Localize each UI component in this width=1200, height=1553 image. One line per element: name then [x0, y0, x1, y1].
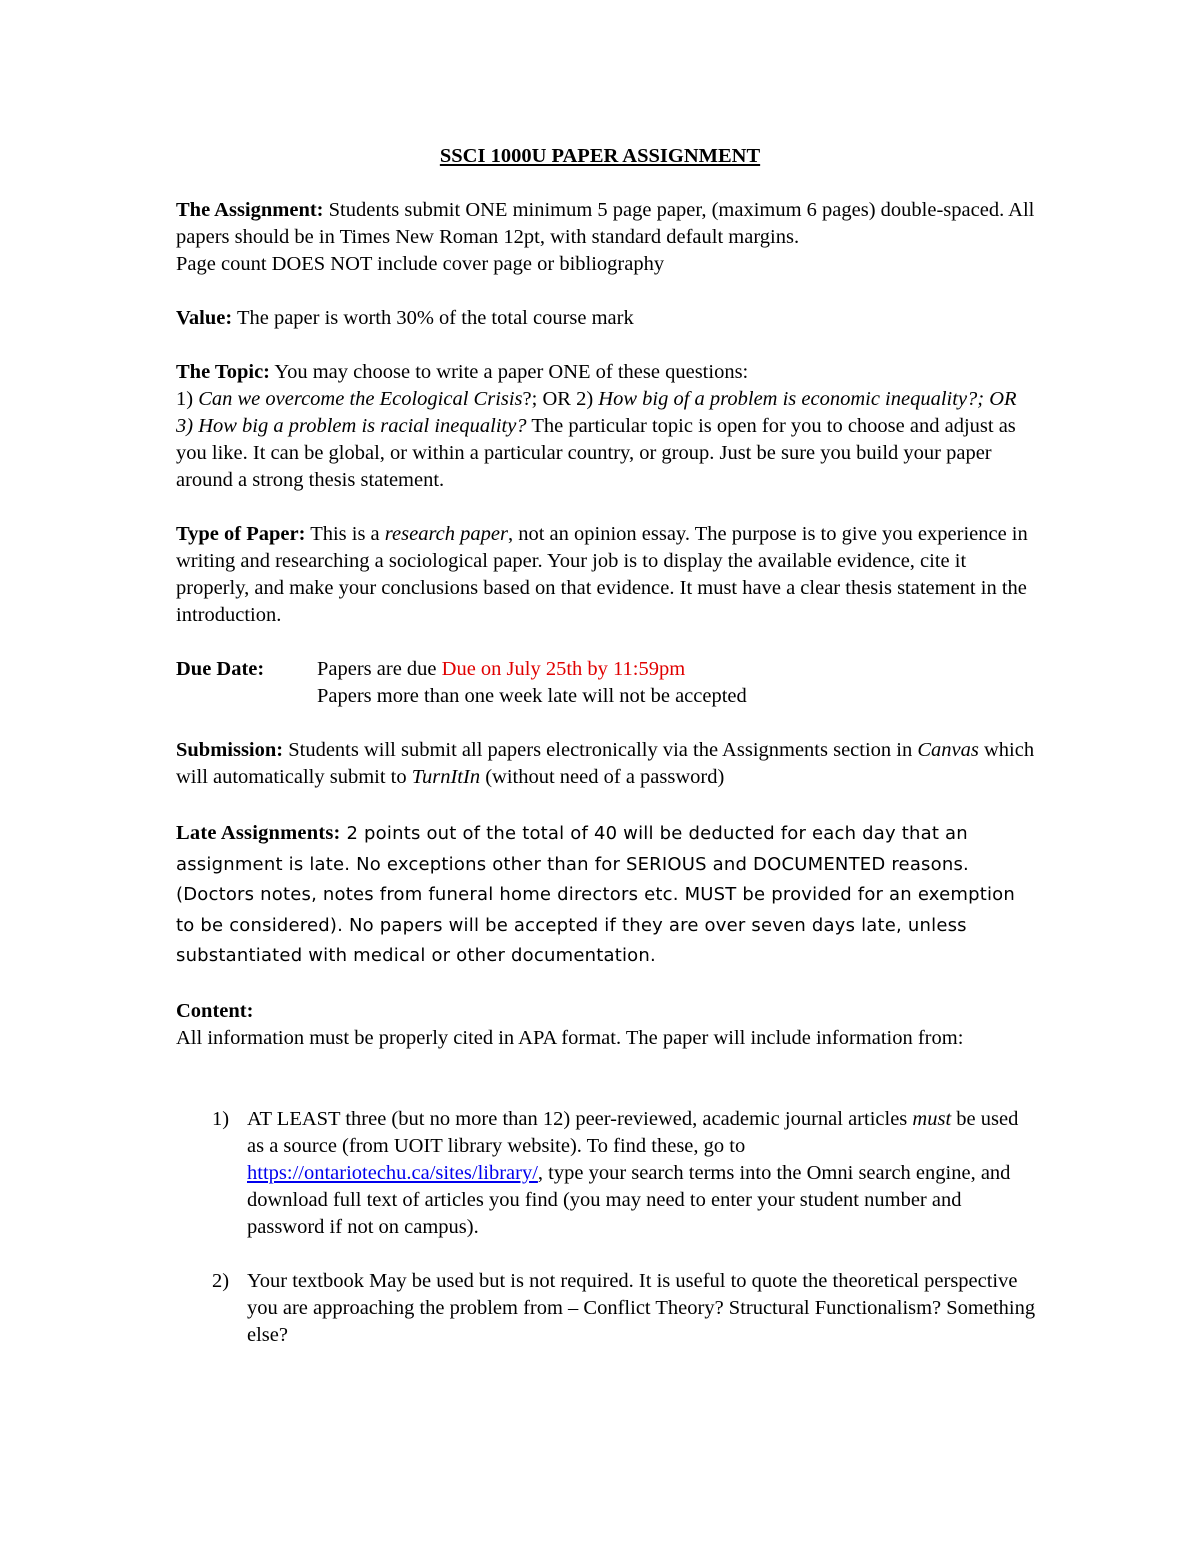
- due-date-highlight: Due on July 25th by 11:59pm: [441, 658, 686, 680]
- late-assignments-paragraph: [176, 818, 1036, 972]
- sources-list: [176, 1106, 1036, 1349]
- assignment-paragraph: [176, 197, 1036, 278]
- submission-text-2: which will automatically submit to: [176, 739, 1035, 788]
- due-date-details: [317, 656, 1036, 710]
- value-text: The paper is worth 30% of the total course mark: [232, 307, 634, 329]
- topic-questions-2-3: How big of a problem is economic inequality?; OR 3) How big a problem is racial inequality?: [176, 388, 1017, 437]
- list-item-emphasis: must: [912, 1107, 952, 1130]
- late-policy-note: Papers more than one week late will not be accepted: [317, 685, 747, 707]
- document-title: SSCI 1000U PAPER ASSIGNMENT: [439, 145, 761, 167]
- list-item-number: 2): [212, 1269, 230, 1292]
- late-assignments-text: 2 points out of the total of 40 will be deducted for each day that an assignment is late. No exceptions other than for SERIOUS and DOCUMENTED reasons. (Doctors notes, notes from funeral home directors etc. MUST be provided for an exemption to be considered). No papers will be accepted if they are over seven days late, unless substantiated with medical or other documentation.: [176, 823, 1015, 966]
- assignment-label: The Assignment:: [176, 199, 324, 221]
- list-item-text: AT LEAST three (but no more than 12) peer-reviewed, academic journal articles: [247, 1107, 913, 1130]
- topic-question-1: Can we overcome the Ecological Crisis: [198, 388, 523, 410]
- topic-rest: The particular topic is open for you to choose and adjust as you like. It can be global, or within a particular country, or group. Just be sure you build your paper around a strong thesis statement.: [176, 415, 1016, 491]
- library-link[interactable]: https://ontariotechu.ca/sites/library/: [247, 1161, 538, 1184]
- content-text: All information must be properly cited in APA format. The paper will include information from:: [176, 1026, 964, 1049]
- list-item-text-post: , type your search terms into the Omni search engine, and download full text of articles you find (you may need to enter your student number and password if not on campus).: [247, 1161, 1011, 1238]
- document-body: [176, 143, 1036, 1376]
- content-label: Content:: [176, 999, 254, 1022]
- paper-type-text-2: , not an opinion essay. The purpose is to give you experience in writing and researching a sociological paper. Your job is to display the available evidence, cite it properly, and make your conclusions based on that evidence. It must have a clear thesis statement in the introduction.: [176, 523, 1028, 626]
- list-item-text-mid: be used as a source (from UOIT library website). To find these, go to: [247, 1107, 1019, 1157]
- list-item-text: Your textbook May be used but is not required. It is useful to quote the theoretical perspective you are approaching the problem from – Conflict Theory? Structural Functionalism? Something else?: [247, 1269, 1036, 1346]
- due-date-prefix: Papers are due: [317, 658, 442, 680]
- submission-canvas: Canvas: [917, 739, 979, 761]
- submission-turnitin: TurnItIn: [411, 766, 481, 788]
- submission-text-3: (without need of a password): [480, 766, 725, 788]
- paper-type-label: Type of Paper:: [176, 523, 306, 545]
- value-label: Value:: [176, 307, 233, 329]
- due-date-paragraph: [176, 656, 1036, 710]
- assignment-text: Students submit ONE minimum 5 page paper, (maximum 6 pages) double-spaced. All papers should be in Times New Roman 12pt, with standard default margins.: [176, 199, 1035, 248]
- value-paragraph: [176, 305, 1036, 332]
- topic-text: You may choose to write a paper ONE of these questions:: [270, 361, 749, 383]
- submission-label: Submission:: [176, 739, 284, 761]
- due-date-label: Due Date:: [176, 658, 265, 680]
- submission-paragraph: [176, 737, 1036, 791]
- topic-q-mid: ?; OR 2): [522, 388, 599, 410]
- list-item-number: 1): [212, 1107, 230, 1130]
- topic-paragraph: [176, 359, 1036, 494]
- submission-text-1: Students will submit all papers electronically via the Assignments section in: [283, 739, 918, 761]
- paper-type-emphasis: research paper: [384, 523, 508, 545]
- topic-label: The Topic:: [176, 361, 270, 383]
- page-count-note: Page count DOES NOT include cover page or bibliography: [176, 253, 665, 275]
- topic-q-prefix: 1): [176, 388, 199, 410]
- paper-type-text-1: This is a: [305, 523, 385, 545]
- list-item: [176, 1268, 1036, 1349]
- content-section: [176, 998, 1036, 1349]
- list-item: [176, 1106, 1036, 1241]
- paper-type-paragraph: [176, 521, 1036, 629]
- late-assignments-label: Late Assignments:: [176, 822, 341, 844]
